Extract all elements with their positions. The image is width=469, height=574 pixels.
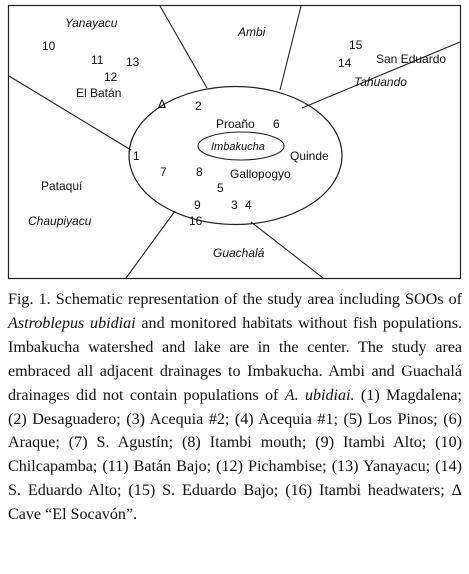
place-quinde: Quinde <box>290 149 329 163</box>
region-yanayacu: Yanayacu <box>65 16 118 30</box>
site-6: 6 <box>273 117 280 131</box>
region-guachala: Guachalá <box>213 246 265 260</box>
divide-south-west <box>126 211 175 278</box>
site-12: 12 <box>104 70 118 84</box>
caption-text-1: Fig. 1. Schematic representation of the study area including SOOs of <box>8 291 462 308</box>
site-13: 13 <box>126 55 140 69</box>
caption-species-1: Astroblepus ubidiai <box>8 314 136 332</box>
place-el-batan: El Batán <box>76 86 122 100</box>
site-11: 11 <box>91 53 104 67</box>
caption-text-3: (1) Magdalena; (2) Desaguadero; (3) Acequia #2; (4) Acequia #1; (5) Los Pinos; (6) Araque; (7) S. Agustín; (8) Itambi mouth; (9) Itambi Alto; (10) Chilcapamba; (11) Batán Bajo; (12) Pichambise; (13) Yanayacu; (14) S. Eduardo Alto; (15) S. Eduardo Bajo; (16) Itambi headwaters; Δ Cave “El Socavón”. <box>8 386 462 524</box>
site-8: 8 <box>196 165 203 179</box>
region-tahuando: Tahuando <box>354 75 407 89</box>
site-16: 16 <box>189 214 203 228</box>
divide-yanayacu-ambi <box>160 6 207 88</box>
site-10: 10 <box>42 39 56 53</box>
region-chaupiyacu: Chaupiyacu <box>28 214 92 228</box>
site-7: 7 <box>160 165 167 179</box>
place-san-eduardo: San Eduardo <box>376 52 447 66</box>
divide-ambi-tahuando <box>280 6 301 90</box>
site-5: 5 <box>217 181 224 195</box>
caption-text-2: and monitored habitats without fish populations. Imbakucha watershed and lake are in the center. The study area embraced all adjacent drainages to Imbakucha. Ambi and Guachalá drainages did not contain populations of <box>8 314 463 404</box>
place-proano: Proaño <box>216 117 255 131</box>
study-area-map <box>0 0 469 285</box>
site-3: 3 <box>231 198 238 212</box>
place-gallopogyo: Gallopogyo <box>230 167 291 181</box>
lake-imbakucha: Imbakucha <box>211 141 265 153</box>
place-pataqui: Pataquí <box>41 179 83 193</box>
site-1: 1 <box>133 149 140 163</box>
site-9: 9 <box>194 198 201 212</box>
figure-caption <box>8 288 462 527</box>
site-15: 15 <box>349 38 363 52</box>
cave-marker-icon: Δ <box>158 97 167 111</box>
site-14: 14 <box>338 56 352 70</box>
site-4: 4 <box>245 198 252 212</box>
site-2: 2 <box>195 99 202 113</box>
region-ambi: Ambi <box>238 25 266 39</box>
map-svg <box>0 0 469 285</box>
caption-species-2: A. ubidiai. <box>284 386 355 404</box>
